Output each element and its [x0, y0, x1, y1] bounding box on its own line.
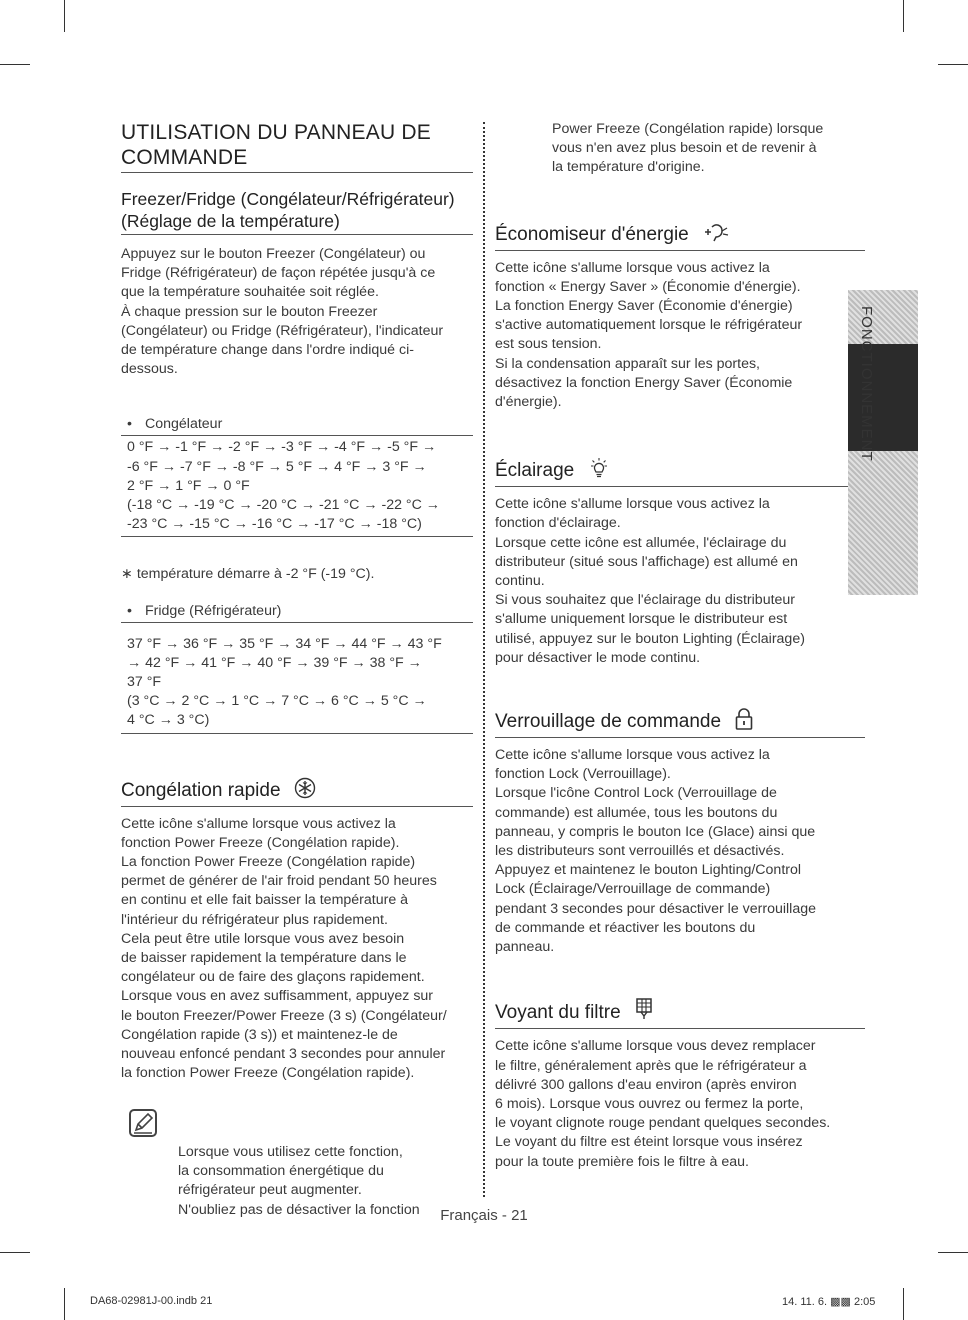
temperature-setting-heading: Freezer/Fridge (Congélateur/Réfrigérateur) (Réglage de la température): [121, 188, 473, 235]
control-lock-text: Cette icône s'allume lorsque vous activez la fonction Lock (Verrouillage). Lorsque l'icône Control Lock (Verrouillage de commande) est allumée, tous les boutons du panneau, y compris le bouton Ice (Glace) ainsi que les distributeurs sont verrouillés et désactivés. Appuyez et maintenez le bouton Lighting/Control Lock (Éclairage/Verrouillage de commande) pendant 3 secondes pour désactiver le verrouillage de commande et réactiver les boutons du panneau.: [495, 747, 816, 956]
filter-text: Cette icône s'allume lorsque vous devez remplacer le filtre, généralement après que le réfrigérateur a délivré 300 gallons d'eau environ (après environ 6 mois). Lorsque vous ouvrez ou fermez la porte, le voyant clignote rouge pendant quelques secondes. Le voyant du filtre est éteint lorsque vous insérez pour la toute première fois le filtre à eau.: [495, 1038, 831, 1170]
energy-saver-title: Économiseur d'énergie: [495, 223, 689, 245]
print-slug-file: DA68-02981J-00.indb 21: [90, 1295, 213, 1307]
bullet-dot: •: [127, 602, 132, 619]
side-tab-label: FONCTIONNEMENT: [858, 306, 875, 462]
column-divider: [483, 122, 485, 1197]
power-freeze-text: Cette icône s'allume lorsque vous activez la fonction Power Freeze (Congélation rapide). La fonction Power Freeze (Congélation rapide) permet de générer de l'air froid pendant 50 heures en continu et elle fait baisser la température à l'intérieur du réfrigérateur plus rapidement. Cela peut être utile lorsque vous avez besoin de baisser rapidement la température dans le congélateur ou de faire des glaçons rapidement. Lorsque vous en avez suffisamment, appuyez sur le bouton Freezer/Power Freeze (3 s) (Congélateur/ Congélation rapide (3 s)) et maintenez-le de nouveau enfoncé pendant 3 secondes pour annuler la fonction Power Freeze (Congélation rapide).: [121, 815, 447, 1082]
lighting-heading: [495, 457, 865, 487]
note-icon: [128, 1108, 158, 1138]
bullet-dot: •: [127, 416, 132, 433]
crop-mark: [903, 1288, 904, 1320]
crop-mark: [0, 64, 30, 65]
note-text: Lorsque vous utilisez cette fonction, la consommation énergétique du réfrigérateur peut augmenter. N'oubliez pas de désactiver la fonction: [178, 1143, 420, 1218]
temperature-intro: Appuyez sur le bouton Freezer (Congélateur) ou Fridge (Réfrigérateur) de façon répétée jusqu'à ce que la température souhaitée soit réglée. À chaque pression sur le bouton Freezer (Congélateur) ou Fridge (Réfrigérateur), l'indicateur de température change dans l'ordre indiqué ci- dessous.: [121, 246, 444, 378]
left-column: [121, 120, 473, 1220]
note-block: [121, 1105, 473, 1220]
filter-heading: [495, 997, 865, 1029]
page-title: UTILISATION DU PANNEAU DE COMMANDE: [121, 120, 473, 173]
freezer-bullet: [121, 415, 473, 434]
energy-saver-heading: [495, 221, 865, 251]
lighting-title: Éclairage: [495, 460, 575, 482]
crop-mark: [938, 1252, 968, 1253]
filter-icon: [634, 997, 654, 1021]
power-freeze-heading: [121, 777, 473, 807]
lighting-text: Cette icône s'allume lorsque vous activez la fonction d'éclairage. Lorsque cette icône est allumée, l'éclairage du distributeur (situé sous l'affichage) est allumé en continu. Si vous souhaitez que l'éclairage du distributeur s'allume uniquement lorsque le distributeur est utilisé, appuyez sur le bouton Lighting (Éclairage) pour désactiver le mode continu.: [495, 496, 805, 666]
filter-title: Voyant du filtre: [495, 1002, 621, 1024]
lighting-icon: [588, 457, 610, 479]
control-lock-title: Verrouillage de commande: [495, 711, 722, 733]
fridge-bullet-label: Fridge (Réfrigérateur): [145, 602, 282, 619]
crop-mark: [0, 1252, 30, 1253]
freezer-sequence: 0 °F → -1 °F → -2 °F → -3 °F → -4 °F → -5 °F → -6 °F → -7 °F → -8 °F → 5 °F → 4 °F → 3 °F → 2 °F → 1 °F → 0 °F (-18 °C → -19 °C → -20 °C → -21 °C → -22 °C → -23 °C → -15 °C → -16 °C → -17 °C → -18 °C): [121, 435, 473, 537]
star-note: ∗ température démarre à -2 °F (-19 °C).: [121, 566, 375, 583]
snowflake-icon: [294, 777, 316, 799]
crop-mark: [64, 0, 65, 32]
energy-saver-text: Cette icône s'allume lorsque vous activez la fonction « Energy Saver » (Économie d'énergie). La fonction Energy Saver (Économie d'énergie) s'active automatiquement lorsque le réfrigérateur est sous tension. Si la condensation apparaît sur les portes, désactivez la fonction Energy Saver (Économie d'énergie).: [495, 259, 803, 411]
crop-mark: [64, 1288, 65, 1320]
right-column: [495, 120, 865, 1172]
energy-saver-icon: [702, 221, 730, 243]
freezer-bullet-label: Congélateur: [145, 416, 223, 433]
fridge-bullet: [121, 602, 473, 621]
power-freeze-continued: Power Freeze (Congélation rapide) lorsque vous n'en avez plus besoin et de revenir à la température d'origine.: [552, 121, 824, 176]
lock-icon: [734, 708, 754, 730]
crop-mark: [938, 64, 968, 65]
page-footer: Français - 21: [440, 1207, 528, 1224]
power-freeze-title: Congélation rapide: [121, 779, 281, 801]
control-lock-heading: [495, 708, 865, 738]
crop-mark: [903, 0, 904, 32]
print-slug-date: 14. 11. 6. ▩▩ 2:05: [782, 1296, 876, 1308]
fridge-sequence: 37 °F → 36 °F → 35 °F → 34 °F → 44 °F → 43 °F → 42 °F → 41 °F → 40 °F → 39 °F → 38 °F → 37 °F (3 °C → 2 °C → 1 °C → 7 °C → 6 °C → 5 °C → 4 °C → 3 °C): [121, 622, 473, 734]
